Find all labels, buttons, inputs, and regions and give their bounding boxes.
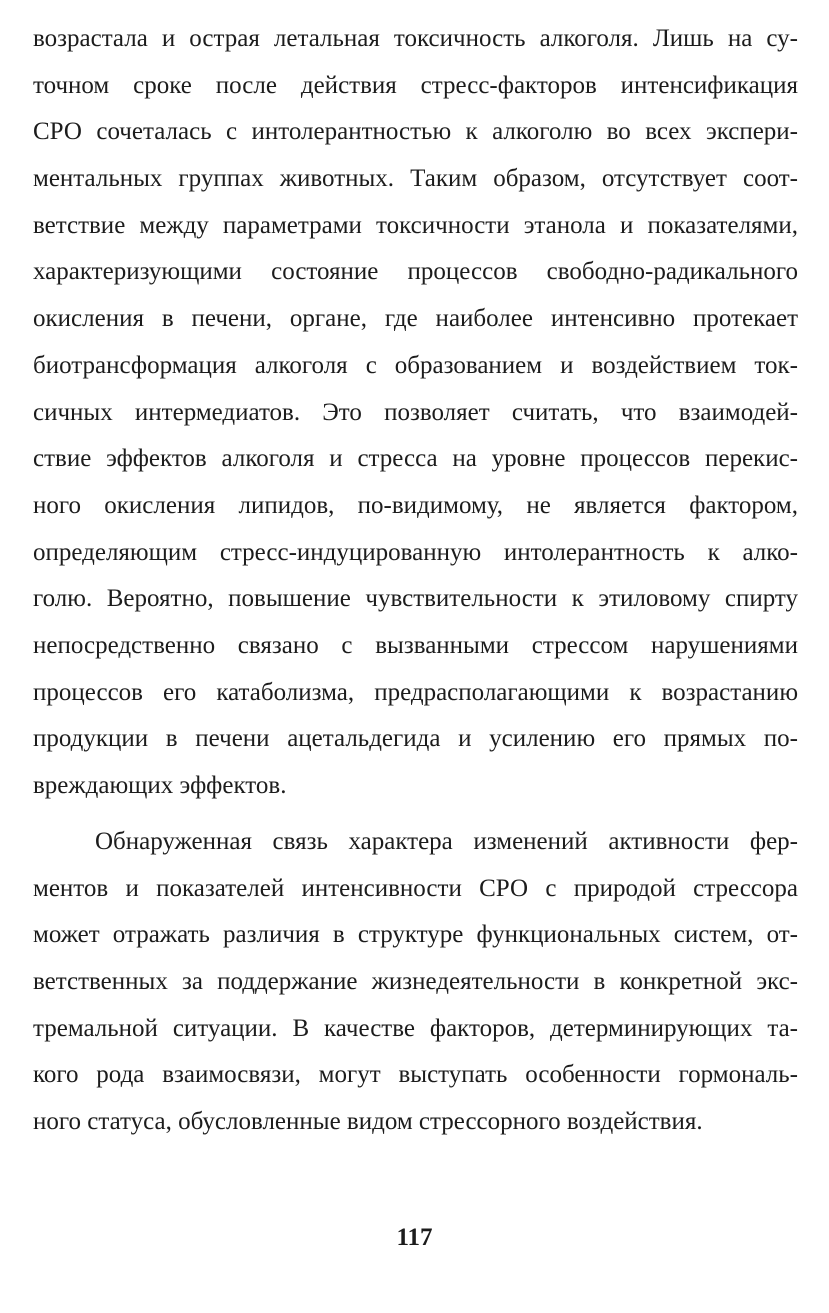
text-line: голю. Вероятно, повышение чувствительности к этиловому спирту (33, 585, 798, 613)
text-line: может отражать различия в структуре функциональных систем, от- (33, 921, 798, 949)
text-line: ного окисления липидов, по-видимому, не является фактором, (33, 491, 798, 519)
text-line: процессов его катаболизма, предрасполагающими к возрастанию (33, 678, 798, 706)
text-line: определяющим стресс-индуцированную интолерантность к алко- (33, 538, 798, 566)
text-line: ментальных группах животных. Таким образом, отсутствует соот- (33, 165, 798, 193)
text-line: биотрансформация алкоголя с образованием и воздействием ток- (33, 351, 798, 379)
text-line: непосредственно связано с вызванными стрессом нарушениями (33, 631, 798, 659)
text-line: тремальной ситуации. В качестве факторов, детерминирующих та- (33, 1014, 798, 1042)
text-line: ветствие между параметрами токсичности этанола и показателями, (33, 211, 798, 239)
text-line: возрастала и острая летальная токсичность алкоголя. Лишь на су- (33, 25, 798, 52)
text-line: сичных интермедиатов. Это позволяет считать, что взаимодей- (33, 398, 798, 426)
text-line: СРО сочеталась с интолерантностью к алкоголю во всех экспери- (33, 118, 798, 146)
text-line: точном сроке после действия стресс-факторов интенсификация (33, 71, 798, 99)
paragraph-1 (33, 16, 798, 810)
text-line: ветственных за поддержание жизнедеятельности в конкретной экс- (33, 968, 798, 996)
text-line: продукции в печени ацетальдегида и усилению его прямых по- (33, 725, 798, 753)
text-line: ствие эффектов алкоголя и стресса на уровне процессов перекис- (33, 445, 798, 473)
text-line: характеризующими состояние процессов свободно-радикального (33, 258, 798, 286)
text-line: ментов и показателей интенсивности СРО с природой стрессора (33, 874, 798, 902)
text-line: кого рода взаимосвязи, могут выступать особенности гормональ- (33, 1061, 798, 1089)
text-line: окисления в печени, органе, где наиболее интенсивно протекает (33, 305, 798, 333)
paragraph-2 (33, 819, 798, 1146)
text-line: ного статуса, обусловленные видом стрессорного воздействия. (33, 1108, 703, 1136)
text-line: Обнаруженная связь характера изменений активности фер- (95, 828, 798, 855)
text-line: вреждающих эффектов. (33, 772, 287, 799)
page-number: 117 (396, 1224, 433, 1251)
